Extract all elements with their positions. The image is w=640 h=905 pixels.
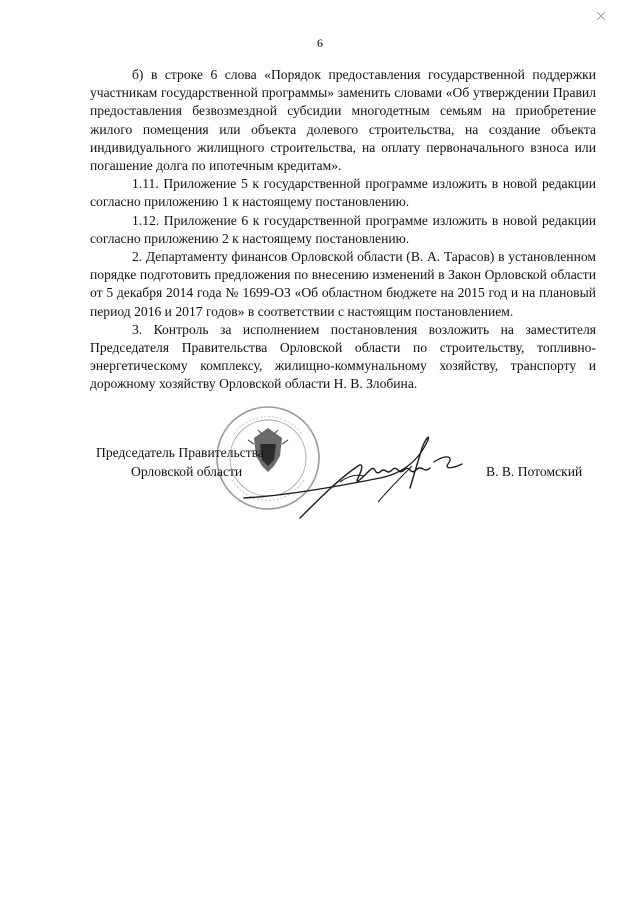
signatory-title-line-2: Орловской области [131,464,243,479]
paragraph-amendment-b: б) в строке 6 слова «Порядок предоставления государственной поддержки участникам государственной программы» заменить словами «Об утверждении Правил предоставления безвозмездной субсидии многодетным семьям на приобретение жилого помещения или объекта долевого строительства, на создание объекта индивидуального жилищного строительства, на оплату первоначального взноса или погашение долга по ипотечным кредитам». [90,67,596,174]
paragraph-3: 3. Контроль за исполнением постановления возложить на заместителя Председателя Правительства Орловской области по строительству, топливно-энергетическому комплексу, жилищно-коммунальному хозяйству, транспорту и дорожному хозяйству Орловской области Н. В. Злобина. [90,321,596,392]
paragraph-1-12: 1.12. Приложение 6 к государственной программе изложить в новой редакции согласно приложению 2 к настоящему постановлению. [90,212,596,246]
scan-corner-mark [596,8,606,18]
paragraph-1-11: 1.11. Приложение 5 к государственной программе изложить в новой редакции согласно приложению 1 к настоящему постановлению. [90,176,596,210]
document-body [90,66,596,394]
page-number: 6 [317,36,323,50]
signatory-name: В. В. Потомский [486,464,583,479]
paragraph-2: 2. Департаменту финансов Орловской области (В. А. Тарасов) в установленном порядке подготовить предложения по внесению изменений в Закон Орловской области от 5 декабря 2014 года № 1699-ОЗ «Об областном бюджете на 2015 год и на плановый период 2016 и 2017 годов» в соответствии с настоящим постановлением. [90,249,596,319]
signatory-title-line-1: Председатель Правительства [96,445,264,460]
handwritten-signature [240,418,480,523]
